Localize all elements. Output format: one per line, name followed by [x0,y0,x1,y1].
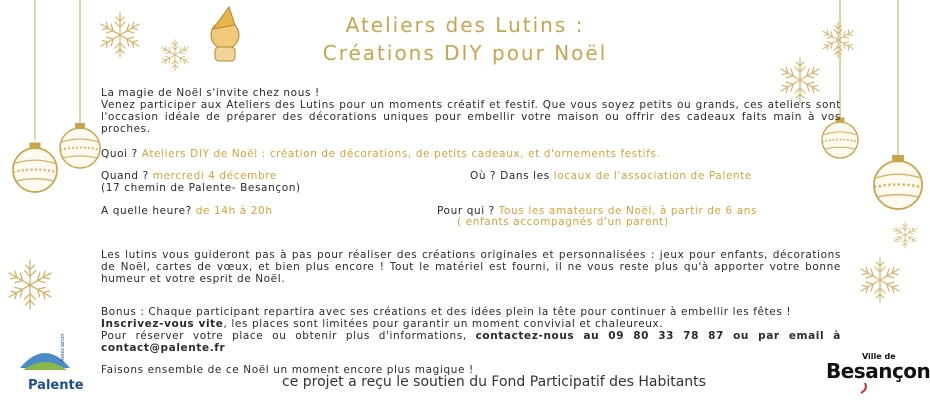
quand-row [101,170,277,182]
closing-line: Faisons ensemble de ce Noël un moment encore plus magique ! [101,364,474,376]
pourqui-value-2: ( enfants accompagnés d'un parent) [457,216,669,228]
elf-icon [211,7,239,61]
heure-row [101,205,273,217]
quand-value: mercredi 4 décembre [152,170,277,182]
palente-logo-text: Palente [28,378,84,393]
email-line [101,342,225,354]
inscrivez-rest: , les places sont limitées pour garantir un moment convivial et chaleureux. [223,318,664,330]
quoi-value: Ateliers DIY de Noël : création de décorations, de petits cadeaux, et d'ornements festifs. [141,148,661,160]
intro-line: La magie de Noël s'invite chez nous ! [101,87,320,99]
villede-text: Ville de [862,352,896,361]
besancon-swoosh [861,383,866,393]
besancon-logo-text: Besançon [826,359,930,383]
snowflake-icon [98,13,141,57]
snowflake-icon [6,261,53,309]
ornament-icon [60,0,100,168]
ou-row [470,170,752,182]
inscrivez-line [101,318,663,330]
snowflake-icon [160,40,190,71]
footer-support: ce projet a reçu le soutien du Fond Participatif des Habitants [282,374,706,390]
reserve-text: Pour réserver votre place ou obtenir plus d'informations, [101,330,467,342]
ou-value: locaux de l'association de Palente [553,170,752,182]
pourqui-value: Tous les amateurs de Noël, à partir de 6 ans [498,205,758,217]
ou-label: Où ? Dans les [470,170,550,182]
snowflake-icon [778,58,821,102]
palente-small: Association [60,333,66,362]
pourqui-label: Pour qui ? [437,205,495,217]
inscrivez-bold: Inscrivez-vous vite [101,318,224,330]
email-link[interactable]: contact@palente.fr [101,342,226,354]
heure-value: de 14h à 20h [195,205,273,217]
body-paragraph: Les lutins vous guideront pas à pas pour réaliser des créations originales et personnalisées : jeux pour enfants, décorations de Noël, cartes de vœux, et bien plus encore ! Tout le matériel est fourni, il ne vous reste plus qu'à apporter votre bonne humeur et votre esprit de Noël. [101,249,841,285]
quand-label: Quand ? [101,170,149,182]
reserve-bold: contactez-nous au 09 80 33 78 87 ou par email à [475,330,841,342]
bonus-line: Bonus : Chaque participant repartira avec ses créations et des idées plein la tête pour continuer à embellir les fêtes ! [101,306,792,318]
quoi-label: Quoi ? [101,148,138,160]
title-line-1: Ateliers des Lutins : [345,13,585,37]
snowflake-icon [892,222,918,248]
intro-paragraph: Venez participer aux Ateliers des Lutins pour un moments créatif et festif. Que vous soyez petits ou grands, ces ateliers sont l'occasion idéale de préparer des décorations uniques pour embellir votre maison ou offrir des cadeaux faits main à vos proches. [101,99,841,135]
heure-label: A quelle heure? [101,205,192,217]
address: (17 chemin de Palente- Besançon) [101,182,301,194]
snowflake-icon [858,258,901,302]
reserve-line [101,330,841,342]
quoi-row [101,148,660,160]
snowflake-icon [821,22,855,57]
ornament-icon [874,0,922,209]
ornament-icon [13,0,57,192]
title-line-2: Créations DIY pour Noël [322,41,608,65]
